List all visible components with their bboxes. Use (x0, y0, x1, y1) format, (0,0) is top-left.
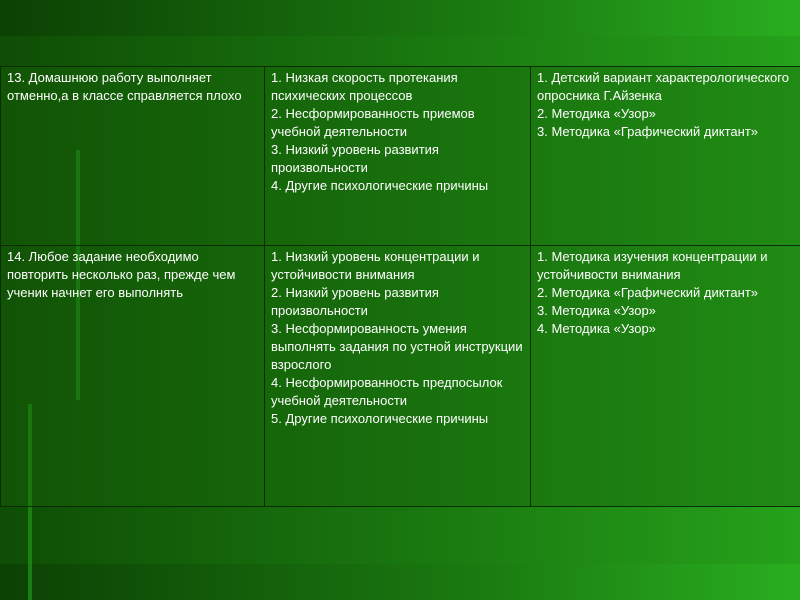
table-row (1, 246, 800, 507)
method-item: 2. Методика «Узор» (537, 106, 656, 121)
bottom-band (0, 564, 800, 600)
cause-item: 5. Другие психологические причины (271, 411, 489, 426)
problem-text: 14. Любое задание необходимо повторить несколько раз, прежде чем ученик начнет его выполнять (7, 249, 236, 300)
cause-item: 3. Несформированность умения выполнять задания по устной инструкции взрослого (271, 321, 523, 372)
cause-item: 3. Низкий уровень развития произвольности (271, 142, 439, 175)
causes-cell (265, 67, 531, 246)
problem-cell (1, 67, 265, 246)
cause-item: 1. Низкий уровень концентрации и устойчивости внимания (271, 249, 480, 282)
method-item: 4. Методика «Узор» (537, 321, 656, 336)
problems-table (0, 66, 800, 507)
cause-item: 2. Несформированность приемов учебной деятельности (271, 106, 475, 139)
cause-item: 2. Низкий уровень развития произвольности (271, 285, 439, 318)
cause-item: 4. Несформированность предпосылок учебной деятельности (271, 375, 503, 408)
problem-cell (1, 246, 265, 507)
table-row (1, 67, 800, 246)
method-item: 2. Методика «Графический диктант» (537, 285, 759, 300)
methods-cell (531, 246, 800, 507)
methods-cell (531, 67, 800, 246)
cause-item: 1. Низкая скорость протекания психических процессов (271, 70, 458, 103)
method-item: 3. Методика «Узор» (537, 303, 656, 318)
causes-cell (265, 246, 531, 507)
method-item: 1. Методика изучения концентрации и устойчивости внимания (537, 249, 768, 282)
method-item: 1. Детский вариант характерологического опросника Г.Айзенка (537, 70, 789, 103)
problem-text: 13. Домашнюю работу выполняет отменно,а в классе справляется плохо (7, 70, 242, 103)
top-band (0, 0, 800, 36)
cause-item: 4. Другие психологические причины (271, 178, 489, 193)
method-item: 3. Методика «Графический диктант» (537, 124, 759, 139)
